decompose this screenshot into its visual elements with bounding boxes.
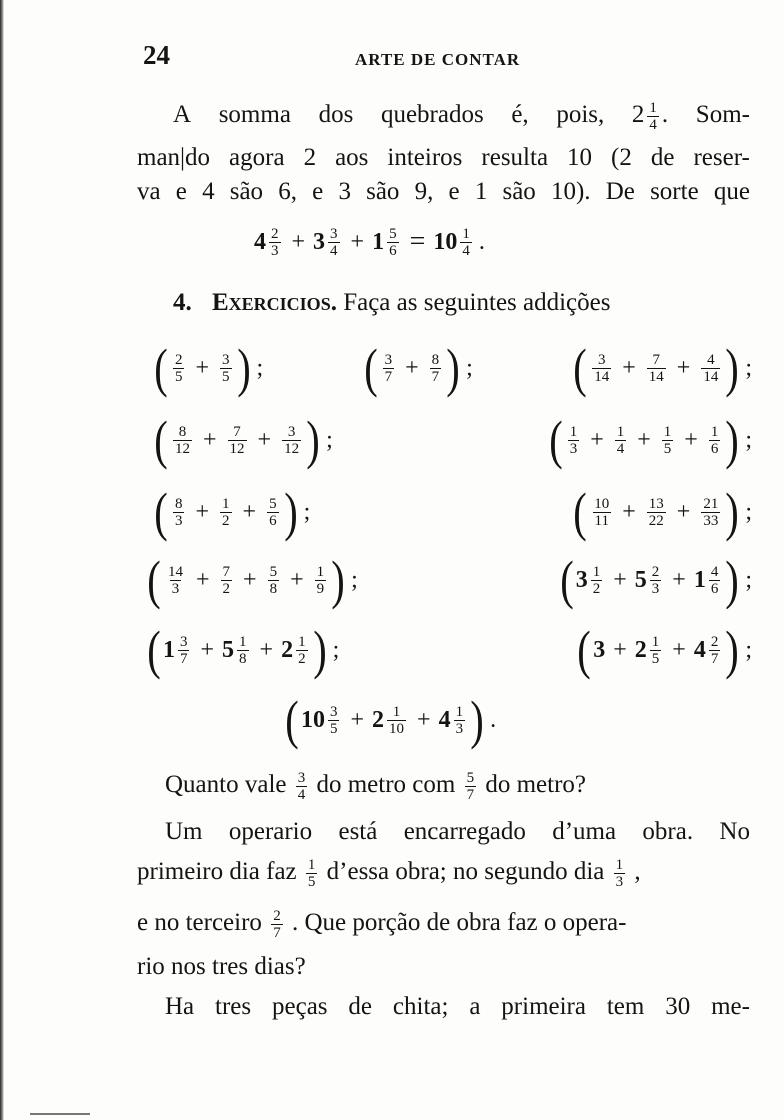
word: a xyxy=(469,993,481,1020)
plus-sign: + xyxy=(195,354,210,381)
fraction xyxy=(166,564,185,597)
numerator: 2 xyxy=(651,563,660,580)
word: 1 xyxy=(474,178,488,205)
exercise-group xyxy=(571,338,752,398)
word: (2 xyxy=(611,144,632,171)
whole-number: 10 xyxy=(433,228,458,255)
exercise-group xyxy=(571,482,752,542)
numerator: 3 xyxy=(287,423,296,440)
fraction xyxy=(701,352,720,385)
numerator: 3 xyxy=(179,633,188,650)
problem-1: Quanto vale $\frac{3}{4}$ do metro com $\frac{5}{7}$ do metro? xyxy=(165,769,587,803)
close-paren: ) xyxy=(725,410,740,470)
separator: ; xyxy=(745,426,752,453)
separator: ; xyxy=(332,636,340,663)
denominator: 12 xyxy=(284,440,300,457)
word: me- xyxy=(711,993,750,1020)
denominator: 3 xyxy=(569,440,578,457)
word: que xyxy=(713,178,750,205)
word: 9, xyxy=(414,178,434,205)
exercise-group xyxy=(547,410,752,470)
book-binding-edge xyxy=(0,0,4,1120)
exercise-group xyxy=(283,690,497,750)
whole-number: 10 xyxy=(300,706,325,733)
plus-sign: + xyxy=(195,498,210,525)
numerator: 1 xyxy=(462,225,470,242)
denominator: 33 xyxy=(703,512,719,529)
fraction xyxy=(173,424,192,457)
word: encarregado xyxy=(403,818,526,845)
numerator: 1 xyxy=(651,633,660,650)
plus-sign: + xyxy=(417,706,431,733)
fraction xyxy=(328,704,340,737)
fraction xyxy=(701,496,720,529)
numerator: 14 xyxy=(167,563,183,580)
plus-sign: + xyxy=(195,566,210,593)
open-paren: ( xyxy=(154,338,168,398)
denominator: 11 xyxy=(594,512,609,529)
numerator: 5 xyxy=(269,495,277,512)
denominator: 12 xyxy=(174,440,190,457)
close-paren: ) xyxy=(312,620,327,680)
fraction xyxy=(662,424,674,457)
fraction: $\frac{2}{7}$ xyxy=(273,907,281,941)
close-paren: ) xyxy=(725,550,740,610)
exercise-row-5 xyxy=(145,620,752,680)
denominator: 12 xyxy=(229,440,245,457)
word: está xyxy=(338,818,378,845)
separator: ; xyxy=(745,566,752,593)
close-paren: ) xyxy=(331,550,345,610)
sum-equation xyxy=(254,212,485,272)
whole-number: 1 xyxy=(162,636,175,663)
word: No xyxy=(719,818,750,845)
page-number: 24 xyxy=(143,40,170,70)
fraction xyxy=(615,424,627,457)
word: operario xyxy=(228,818,313,845)
whole-number: 5 xyxy=(222,636,235,663)
problem-2-line-2: primeiro dia faz $\frac{1}{5}$ d’essa obra; no segundo dia $\frac{1}{3}$ , xyxy=(137,856,641,890)
numerator: 5 xyxy=(269,563,278,580)
plus-sign: + xyxy=(676,498,691,525)
fraction xyxy=(592,496,611,529)
whole-number: 4 xyxy=(438,706,451,733)
denominator: 8 xyxy=(239,650,247,667)
exercise-group xyxy=(145,550,358,610)
word: e xyxy=(448,178,460,205)
plus-sign: + xyxy=(622,354,636,381)
problem-2-line-3: e no terceiro $\frac{2}{7}$ . Que porção de obra faz o opera- xyxy=(137,907,627,941)
fraction xyxy=(220,352,232,385)
denominator: 2 xyxy=(298,650,306,667)
close-paren: ) xyxy=(470,690,484,750)
denominator: 9 xyxy=(316,580,325,597)
word: de xyxy=(348,993,373,1020)
numerator: 1 xyxy=(710,423,719,440)
whole-number: 2 xyxy=(634,636,647,663)
close-paren: ) xyxy=(725,482,740,542)
numerator: 1 xyxy=(592,563,601,580)
word: 3 xyxy=(338,178,351,205)
denominator: 6 xyxy=(710,440,719,457)
fraction xyxy=(221,564,233,597)
whole-number: 4 xyxy=(254,228,266,255)
plus-sign: + xyxy=(243,566,257,593)
word: tem xyxy=(606,993,645,1020)
word: 2 xyxy=(303,144,317,171)
exercise-row-2 xyxy=(152,410,752,470)
open-paren: ( xyxy=(147,620,161,680)
problem-2-line-4: rio nos tres dias? xyxy=(137,953,306,980)
fraction: $\frac{5}{7}$ xyxy=(466,769,475,803)
numerator: 7 xyxy=(222,563,231,580)
denominator: 7 xyxy=(384,368,393,385)
numerator: 5 xyxy=(389,225,397,242)
separator: ; xyxy=(466,354,473,381)
separator: ; xyxy=(256,354,264,381)
denominator: 3 xyxy=(174,512,183,529)
word: são xyxy=(366,178,400,205)
exercise-row-1 xyxy=(152,338,752,398)
numerator: 21 xyxy=(703,495,719,512)
word: tres xyxy=(215,993,252,1020)
denominator: 3 xyxy=(271,242,279,259)
plus-sign: + xyxy=(676,354,691,381)
whole-number: 2 xyxy=(281,636,294,663)
denominator: 7 xyxy=(710,650,719,667)
plus-sign: + xyxy=(259,636,274,663)
numerator: 2 xyxy=(710,633,719,650)
denominator: 5 xyxy=(651,650,660,667)
denominator: 6 xyxy=(269,512,277,529)
numerator: 3 xyxy=(384,351,393,368)
open-paren: ( xyxy=(573,482,588,542)
denominator: 2 xyxy=(222,580,231,597)
denominator: 6 xyxy=(389,242,397,259)
denominator: 3 xyxy=(455,720,464,737)
fraction xyxy=(328,226,340,259)
word: resulta xyxy=(481,144,549,171)
numerator: 3 xyxy=(330,225,338,242)
open-paren: ( xyxy=(154,410,168,470)
intro-line-2 xyxy=(137,141,750,175)
numerator: 2 xyxy=(174,351,183,368)
plus-sign: + xyxy=(291,228,306,255)
numerator: 1 xyxy=(569,423,578,440)
exercise-group xyxy=(575,620,752,680)
whole-number: 3 xyxy=(313,228,326,255)
plus-sign: + xyxy=(242,498,257,525)
word: são xyxy=(229,178,264,205)
plus-sign: + xyxy=(613,636,627,663)
numerator: 1 xyxy=(239,633,247,650)
fraction: $\frac{3}{4}$ xyxy=(297,769,306,803)
close-paren: ) xyxy=(306,410,320,470)
word: Ha xyxy=(165,993,195,1020)
numerator: 3 xyxy=(597,351,606,368)
whole-number: 3 xyxy=(575,566,588,593)
fraction xyxy=(709,564,721,597)
word: d’uma xyxy=(552,818,617,845)
exercise-group xyxy=(152,482,311,542)
fraction xyxy=(592,352,611,385)
exercise-group xyxy=(558,550,752,610)
open-paren: ( xyxy=(363,338,378,398)
plus-sign: + xyxy=(613,566,627,593)
fraction xyxy=(296,634,308,667)
denominator: 2 xyxy=(222,512,230,529)
fraction xyxy=(591,564,603,597)
open-paren: ( xyxy=(548,410,563,470)
denominator: 4 xyxy=(616,440,625,457)
fraction xyxy=(460,226,472,259)
open-paren: ( xyxy=(147,550,161,610)
word: 10 xyxy=(567,144,593,171)
plus-sign: + xyxy=(202,426,217,453)
plus-sign: + xyxy=(622,498,636,525)
close-paren: ) xyxy=(446,338,460,398)
fraction: $\frac{1}{3}$ xyxy=(615,856,624,890)
fraction xyxy=(228,424,247,457)
word: 4 xyxy=(202,178,215,205)
fraction xyxy=(178,634,190,667)
whole-number: 5 xyxy=(634,566,647,593)
word: Um xyxy=(165,818,203,845)
exercise-group xyxy=(152,410,333,470)
word: 30 xyxy=(665,993,691,1020)
numerator: 7 xyxy=(652,351,661,368)
fraction xyxy=(454,704,466,737)
separator: ; xyxy=(745,354,752,381)
numerator: 7 xyxy=(233,423,241,440)
denominator: 5 xyxy=(329,720,338,737)
fraction xyxy=(282,424,301,457)
plus-sign: + xyxy=(672,566,686,593)
problem-2-line-1 xyxy=(165,815,750,849)
fraction xyxy=(387,704,406,737)
exercise-group xyxy=(145,620,340,680)
denominator: 2 xyxy=(592,580,601,597)
word: va xyxy=(137,178,161,205)
word: sorte xyxy=(650,178,699,205)
denominator: 5 xyxy=(174,368,183,385)
separator: ; xyxy=(745,498,752,525)
word: 6, xyxy=(278,178,297,205)
denominator: 3 xyxy=(171,580,180,597)
numerator: 4 xyxy=(707,351,715,368)
word: agora xyxy=(229,144,285,171)
intro-line-1: A somma dos quebrados é, pois, 2 $\frac{1}{4}$ . Som- xyxy=(173,99,750,133)
denominator: 8 xyxy=(269,580,278,597)
word: e xyxy=(175,178,187,205)
numerator: 8 xyxy=(178,423,187,440)
fraction: $\frac{1}{4}$ xyxy=(649,99,657,133)
numerator: 3 xyxy=(329,703,338,720)
open-paren: ( xyxy=(573,338,587,398)
fraction xyxy=(709,634,721,667)
separator: ; xyxy=(351,566,358,593)
whole-number: 1 xyxy=(372,228,385,255)
word: aos xyxy=(335,144,369,171)
numerator: 1 xyxy=(616,423,625,440)
fraction: $\frac{1}{5}$ xyxy=(307,856,316,890)
open-paren: ( xyxy=(560,550,574,610)
plus-sign: + xyxy=(290,566,304,593)
fraction xyxy=(267,496,279,529)
word: são xyxy=(502,178,536,205)
numerator: 1 xyxy=(392,703,401,720)
denominator: 4 xyxy=(462,242,470,259)
denominator: 7 xyxy=(431,368,440,385)
fraction xyxy=(430,352,442,385)
plus-sign: + xyxy=(257,426,272,453)
fraction xyxy=(268,564,280,597)
fraction xyxy=(315,564,327,597)
open-paren: ( xyxy=(285,690,299,750)
exercise-group xyxy=(152,338,264,398)
exercise-row-4 xyxy=(145,550,752,610)
denominator: 22 xyxy=(648,512,664,529)
fraction xyxy=(387,226,399,259)
denominator: 5 xyxy=(222,368,230,385)
plus-sign: + xyxy=(590,426,604,453)
word: 10). xyxy=(550,178,591,205)
word: inteiros xyxy=(387,144,463,171)
word: chita; xyxy=(392,993,449,1020)
fraction xyxy=(220,496,232,529)
fraction xyxy=(650,634,662,667)
period: . xyxy=(478,228,485,255)
close-paren: ) xyxy=(283,482,298,542)
plus-sign: + xyxy=(405,354,419,381)
word: reser- xyxy=(693,144,750,171)
whole-number: 3 xyxy=(593,636,606,663)
open-paren: ( xyxy=(154,482,168,542)
equals-sign: = xyxy=(409,226,426,257)
plus-sign: + xyxy=(684,426,698,453)
fraction xyxy=(647,352,666,385)
denominator: 10 xyxy=(389,720,405,737)
exercise-row-6 xyxy=(283,690,496,750)
numerator: 1 xyxy=(222,495,230,512)
numerator: 13 xyxy=(648,495,664,512)
exercises-heading: 4. Exercicios. Faça as seguintes addições xyxy=(173,289,611,316)
denominator: 7 xyxy=(179,650,188,667)
problem-3-line-1 xyxy=(165,990,750,1024)
plus-sign: + xyxy=(200,636,215,663)
separator: ; xyxy=(326,426,333,453)
plus-sign: + xyxy=(637,426,651,453)
whole-number: 1 xyxy=(693,566,706,593)
fraction xyxy=(269,226,281,259)
fraction xyxy=(650,564,662,597)
numerator: 1 xyxy=(455,703,464,720)
close-paren: ) xyxy=(236,338,251,398)
separator: ; xyxy=(303,498,311,525)
exercise-group xyxy=(362,338,473,398)
denominator: 3 xyxy=(651,580,660,597)
numerator: 1 xyxy=(663,423,672,440)
separator: . xyxy=(490,706,497,733)
denominator: 14 xyxy=(703,368,719,385)
fraction xyxy=(173,496,185,529)
numerator: 10 xyxy=(594,495,610,512)
denominator: 6 xyxy=(710,580,719,597)
word: peças xyxy=(272,993,328,1020)
word: man|do xyxy=(137,144,211,171)
close-paren: ) xyxy=(725,620,740,680)
denominator: 5 xyxy=(663,440,672,457)
numerator: 3 xyxy=(222,351,230,368)
numerator: 4 xyxy=(710,563,719,580)
open-paren: ( xyxy=(577,620,592,680)
word: De xyxy=(605,178,635,205)
plus-sign: + xyxy=(350,706,365,733)
running-title: ARTE DE CONTAR xyxy=(355,50,521,69)
separator: ; xyxy=(745,636,752,663)
word: obra. xyxy=(642,818,694,845)
fraction xyxy=(173,352,185,385)
denominator: 4 xyxy=(330,242,338,259)
exercise-row-3 xyxy=(152,482,752,542)
numerator: 1 xyxy=(316,563,325,580)
word: de xyxy=(650,144,675,171)
fraction xyxy=(709,424,721,457)
plus-sign: + xyxy=(672,636,686,663)
numerator: 2 xyxy=(271,225,279,242)
fraction xyxy=(383,352,395,385)
fraction xyxy=(237,634,249,667)
intro-line-3 xyxy=(137,175,750,209)
numerator: 8 xyxy=(431,351,440,368)
whole-number: 2 xyxy=(372,706,385,733)
denominator: 14 xyxy=(648,368,664,385)
whole-number: 4 xyxy=(693,636,706,663)
word: e xyxy=(312,178,324,205)
close-paren: ) xyxy=(725,338,740,398)
fraction xyxy=(647,496,666,529)
numerator: 8 xyxy=(174,495,183,512)
denominator: 14 xyxy=(594,368,610,385)
numerator: 1 xyxy=(298,633,306,650)
word: primeira xyxy=(501,993,586,1020)
page-edge-mark xyxy=(30,1113,90,1115)
plus-sign: + xyxy=(350,228,365,255)
fraction xyxy=(568,424,580,457)
